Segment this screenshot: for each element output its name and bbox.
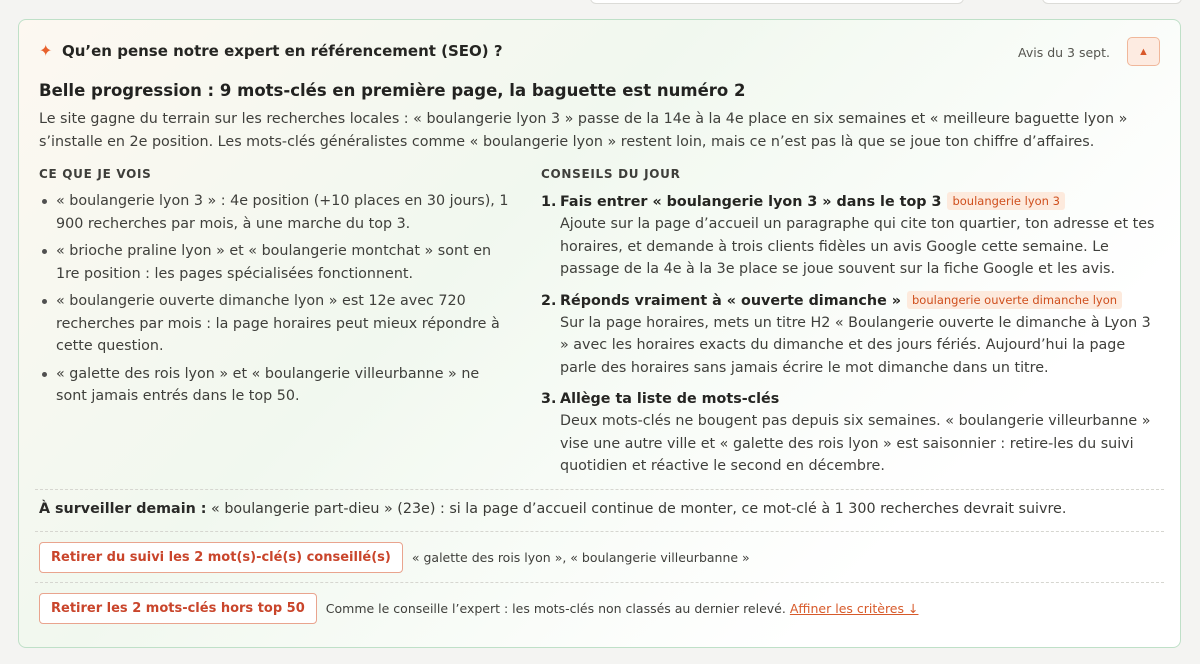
- out-of-top-note: [326, 601, 919, 616]
- action-row-out-of-top: [39, 583, 1160, 633]
- action-row-advised: [39, 532, 1160, 582]
- keyword-tag: boulangerie lyon 3: [947, 192, 1064, 210]
- review-date: Avis du 3 sept.: [1018, 45, 1110, 60]
- tip-heading: [560, 388, 1159, 410]
- list-item: « galette des rois lyon » et « boulangerie villeurbanne » ne sont jamais entrés dans le top 50.: [39, 363, 509, 408]
- tip-item: [541, 191, 1159, 281]
- collapse-button[interactable]: [1127, 37, 1160, 66]
- tip-heading: [560, 191, 1159, 213]
- watch-note: [39, 501, 1160, 517]
- out-of-top-note-text: Comme le conseille l’expert : les mots-clés non classés au dernier relevé.: [325, 600, 786, 616]
- advised-keywords-note: « galette des rois lyon », « boulangerie villeurbanne »: [411, 549, 750, 565]
- sparkle-icon: ✦: [39, 41, 53, 60]
- tip-body: Sur la page horaires, mets un titre H2 « Boulangerie ouverte le dimanche à Lyon 3 » avec les horaires exacts du dimanche et des jours fériés. Aujourd’hui la page parle des horaires sans jamais écrire le mot dimanche dans un titre.: [560, 314, 1151, 376]
- tip-number: 2.: [541, 292, 557, 309]
- list-item: « boulangerie lyon 3 » : 4e position (+10 places en 30 jours), 1 900 recherches par mois, à une marche du top 3.: [39, 190, 509, 235]
- columns: [39, 167, 1160, 489]
- watch-label: À surveiller demain :: [39, 501, 207, 517]
- list-item: « boulangerie ouverte dimanche lyon » est 12e avec 720 recherches par mois : la page horaires peut mieux répondre à cette question.: [39, 290, 509, 358]
- tip-body: Deux mots-clés ne bougent pas depuis six semaines. « boulangerie villeurbanne » vise une autre ville et « galette des rois lyon » est saisonnier : retire-les du suivi quotidien et réactive le second en décembre.: [560, 413, 1151, 474]
- refine-criteria-link[interactable]: Affiner les critères ↓: [789, 600, 919, 616]
- tip-title: Fais entrer « boulangerie lyon 3 » dans le top 3: [560, 194, 942, 210]
- seo-expert-card: [18, 19, 1181, 648]
- tips-column: [541, 167, 1159, 487]
- tip-number: 3.: [541, 391, 557, 407]
- chevron-up-icon: ▲: [1138, 45, 1149, 58]
- tip-item: [541, 290, 1159, 380]
- observations-title: CE QUE JE VOIS: [39, 167, 152, 181]
- tip-title: Réponds vraiment à « ouverte dimanche »: [560, 292, 901, 309]
- tip-number: 1.: [541, 194, 557, 210]
- keyword-tag: boulangerie ouverte dimanche lyon: [907, 291, 1122, 309]
- divider: [35, 489, 1164, 490]
- tips-title: CONSEILS DU JOUR: [541, 167, 681, 181]
- tip-heading: [560, 290, 1159, 312]
- observations-list: [39, 190, 509, 408]
- top-button-edge[interactable]: [1042, 0, 1182, 4]
- summary-intro: Le site gagne du terrain sur les recherches locales : « boulangerie lyon 3 » passe de la 14e à la 4e place en six semaines et « meilleure baguette lyon » s’installe en 2e position. Les mots-clés généralistes comme « boulangerie lyon » restent loin, mais ce n’est pas là que se joue ton chiffre d’affaires.: [39, 111, 1128, 150]
- card-title: Qu’en pense notre expert en référencement (SEO) ?: [62, 42, 503, 60]
- remove-advised-keywords-button[interactable]: Retirer du suivi les 2 mot(s)-clé(s) conseillé(s): [39, 542, 403, 573]
- tip-item: [541, 388, 1159, 478]
- remove-out-of-top-button[interactable]: Retirer les 2 mots-clés hors top 50: [39, 593, 317, 624]
- top-search-field-edge[interactable]: [590, 0, 964, 4]
- list-item: « brioche praline lyon » et « boulangerie montchat » sont en 1re position : les pages spécialisées fonctionnent.: [39, 240, 509, 285]
- card-header: [39, 42, 1160, 66]
- observations-column: [39, 167, 509, 413]
- tip-body: Ajoute sur la page d’accueil un paragraphe qui cite ton quartier, ton adresse et tes horaires, et demande à trois clients fidèles un avis Google cette semaine. Le passage de la 4e à la 3e place se joue souvent sur la fiche Google et les avis.: [560, 216, 1155, 277]
- summary-headline: Belle progression : 9 mots-clés en première page, la baguette est numéro 2: [39, 81, 746, 100]
- tip-title: Allège ta liste de mots-clés: [560, 391, 780, 407]
- watch-text: « boulangerie part-dieu » (23e) : si la page d’accueil continue de monter, ce mot-clé à 1 300 recherches devrait suivre.: [206, 501, 1067, 517]
- tips-list: [541, 191, 1159, 478]
